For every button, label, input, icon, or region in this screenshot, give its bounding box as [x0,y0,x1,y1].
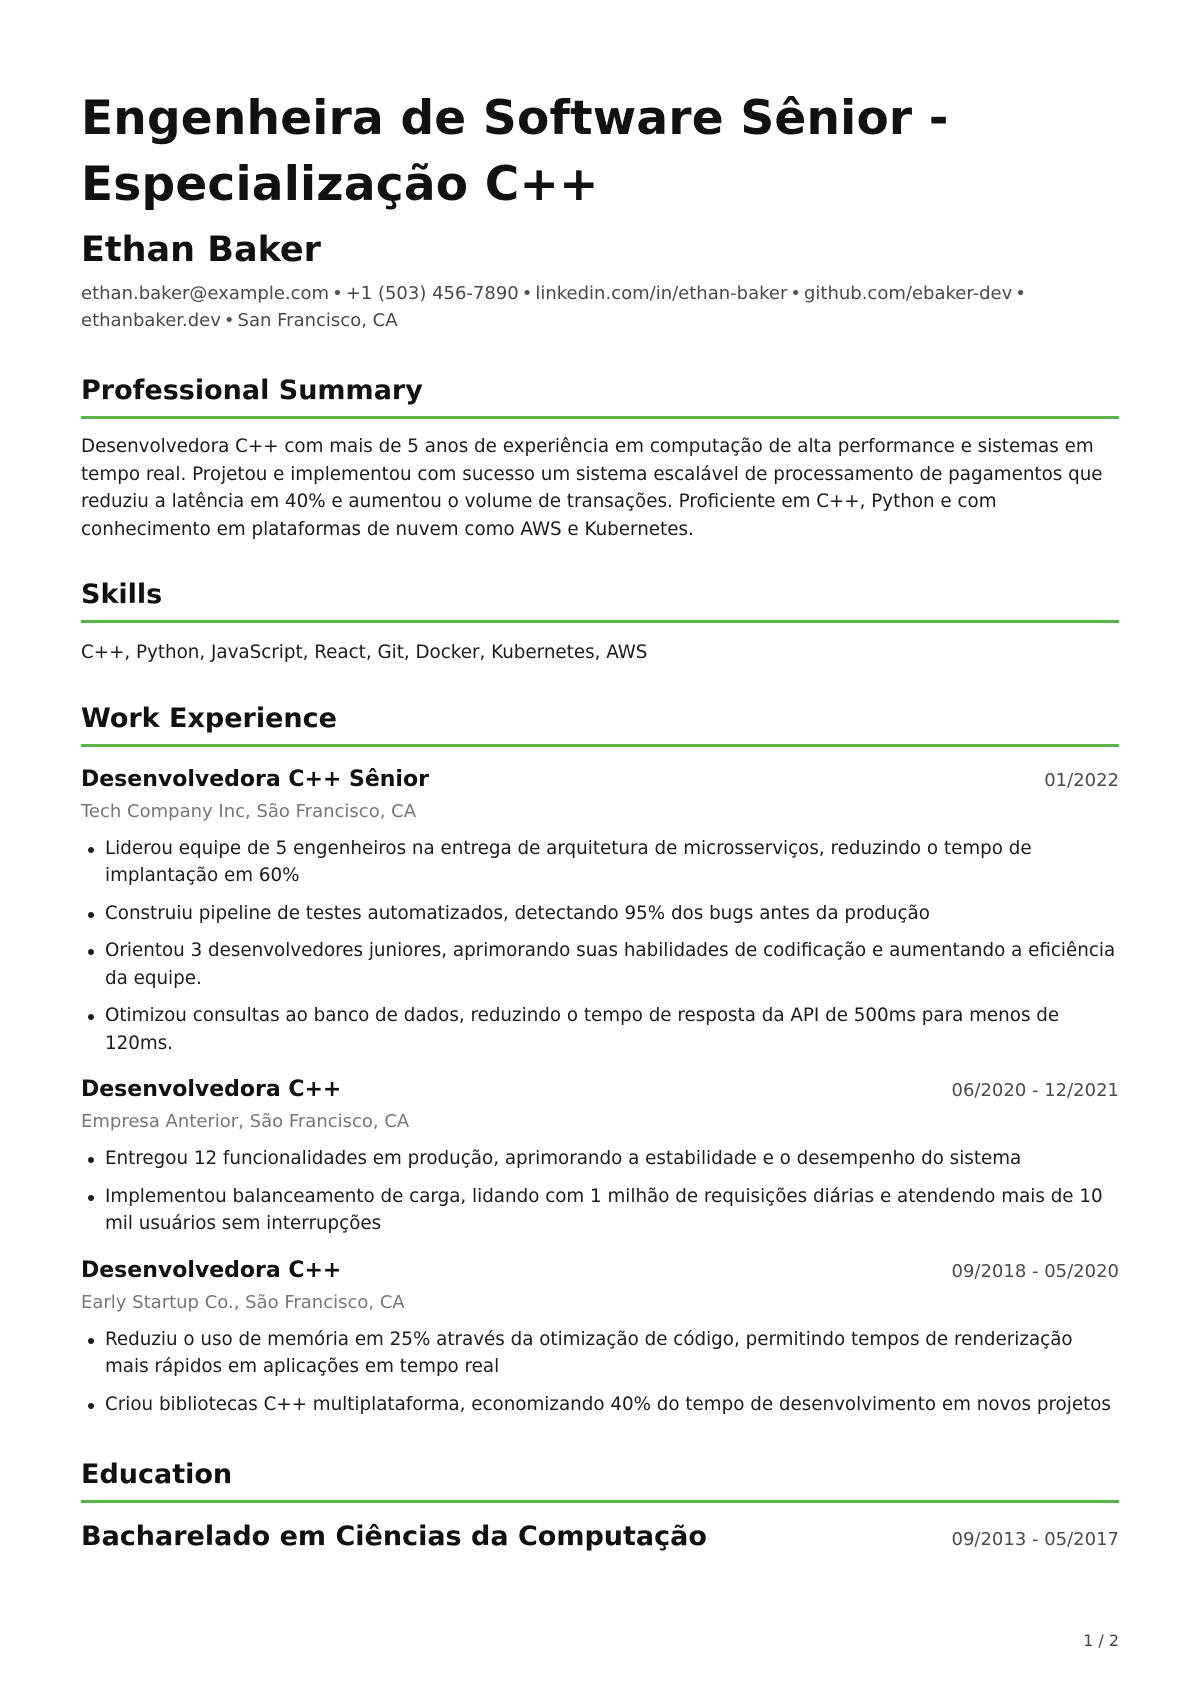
job-bullet: Criou bibliotecas C++ multiplataforma, economizando 40% do tempo de desenvolvimento em novos projetos [81,1391,1119,1419]
job-entry [81,765,1119,1058]
job-date: 01/2022 [1044,769,1119,791]
document-title [81,86,1119,218]
job-entry [81,1075,1119,1238]
section-heading: Skills [81,578,1119,623]
section-heading: Education [81,1458,1119,1503]
job-date: 09/2018 - 05/2020 [951,1260,1119,1282]
job-company: Early Startup Co., São Francisco, CA [81,1291,405,1313]
job-bullets [81,835,1119,1058]
contact-separator: • [1015,283,1026,304]
resume-page [81,86,1119,1555]
job-header [81,765,1119,795]
job-bullet: Construiu pipeline de testes automatizados, detectando 95% dos bugs antes da produção [81,900,1119,928]
title-line-2: Especialização C++ [81,157,599,212]
professional-summary-section [81,374,1119,543]
summary-text: Desenvolvedora C++ com mais de 5 anos de experiência em computação de alta performance e sistemas em tempo real. Projetou e implementou com sucesso um sistema escalável de processamento de pagamentos que reduziu a latência em 40% e aumentou o volume de transações. Proficiente em C++, Python e com conhecimento em plataformas de nuvem como AWS e Kubernetes. [81,436,1103,540]
education-section [81,1458,1119,1555]
skills-text: C++, Python, JavaScript, React, Git, Docker, Kubernetes, AWS [81,642,648,663]
job-entry [81,1256,1119,1419]
contact-location: San Francisco, CA [237,310,398,331]
job-bullet: Liderou equipe de 5 engenheiros na entrega de arquitetura de microsserviços, reduzindo o tempo de implantação em 60% [81,835,1119,890]
contact-website: ethanbaker.dev [81,310,221,331]
skills-section [81,578,1119,667]
job-bullet: Otimizou consultas ao banco de dados, reduzindo o tempo de resposta da API de 500ms para menos de 120ms. [81,1002,1119,1057]
job-title: Desenvolvedora C++ [81,1257,342,1283]
job-bullets [81,1145,1119,1238]
contact-separator: • [332,283,343,304]
resume-header [81,86,1119,334]
job-bullets [81,1326,1119,1419]
contact-separator: • [790,283,801,304]
job-header [81,1256,1119,1286]
job-bullet: Entregou 12 funcionalidades em produção, aprimorando a estabilidade e o desempenho do sistema [81,1145,1119,1173]
job-bullet: Implementou balanceamento de carga, lidando com 1 milhão de requisições diárias e atendendo mais de 10 mil usuários sem interrupções [81,1183,1119,1238]
contact-phone: +1 (503) 456-7890 [345,283,519,304]
job-company: Empresa Anterior, São Francisco, CA [81,1111,410,1132]
contact-separator: • [521,283,533,304]
job-date: 06/2020 - 12/2021 [951,1080,1119,1101]
section-heading: Professional Summary [81,374,1119,419]
job-bullet: Reduziu o uso de memória em 25% através da otimização de código, permitindo tempos de renderização mais rápidos em aplicações em tempo real [81,1326,1119,1381]
job-title: Desenvolvedora C++ Sênior [81,766,429,792]
education-date: 09/2013 - 05/2017 [951,1529,1119,1550]
page-number: 1 / 2 [1083,1631,1119,1650]
section-heading: Work Experience [81,702,1119,747]
contact-separator: • [223,310,235,331]
contact-github: github.com/ebaker-dev [803,283,1013,304]
contact-info [81,280,1119,334]
contact-email: ethan.baker@example.com [81,283,330,304]
job-title: Desenvolvedora C++ [81,1077,342,1102]
job-company: Tech Company Inc, São Francisco, CA [81,800,417,822]
job-bullet: Orientou 3 desenvolvedores juniores, aprimorando suas habilidades de codificação e aumentando a eficiência da equipe. [81,937,1119,992]
job-header [81,1075,1119,1105]
work-experience-section [81,702,1119,1419]
education-degree: Bacharelado em Ciências da Computação [81,1521,707,1552]
title-line-1: Engenheira de Software Sênior - [81,91,949,146]
education-entry [81,1519,1119,1555]
person-name: Ethan Baker [81,230,321,270]
contact-linkedin: linkedin.com/in/ethan-baker [535,283,788,304]
